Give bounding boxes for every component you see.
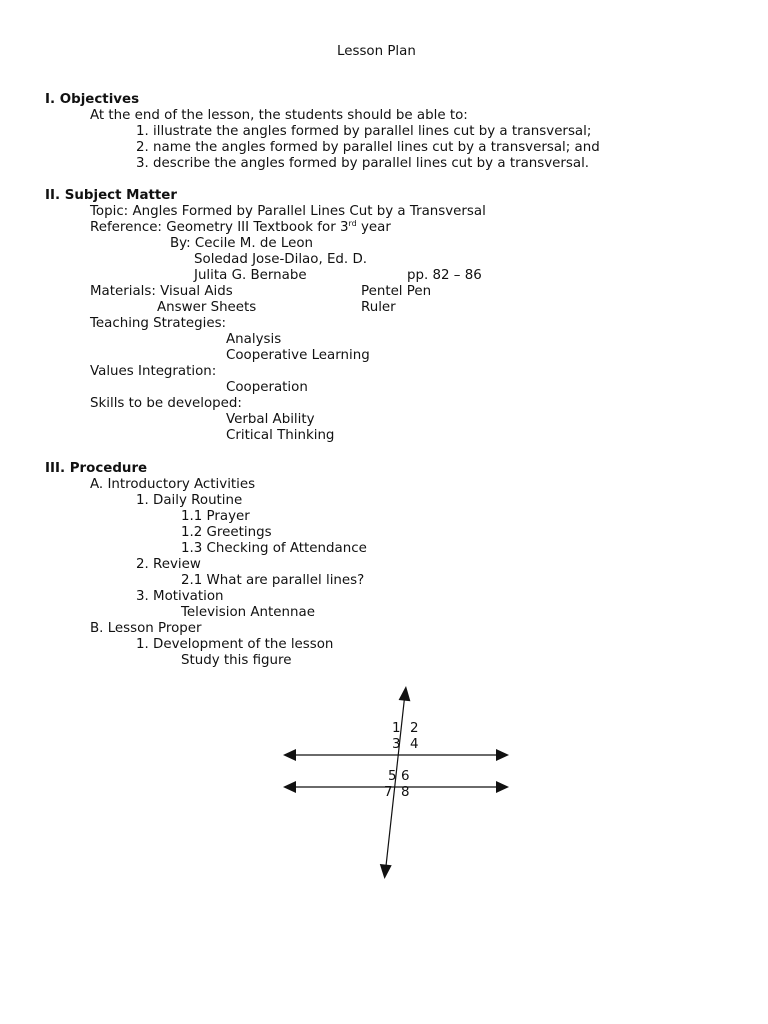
objectives-intro: At the end of the lesson, the students should be able to:	[90, 108, 468, 123]
subject-matter-heading: II. Subject Matter	[45, 188, 177, 203]
angle-label-4: 4	[410, 737, 419, 752]
arrowhead-transversal-bottom	[380, 864, 392, 879]
introductory-activities: A. Introductory Activities	[90, 477, 256, 492]
skills-item-verbal: Verbal Ability	[226, 412, 315, 427]
arrowhead-upper-left	[283, 749, 296, 761]
objective-item-2: 2. name the angles formed by parallel lines cut by a transversal; and	[136, 140, 600, 155]
materials-label: Materials: Visual Aids	[90, 284, 233, 299]
review: 2. Review	[136, 557, 201, 572]
reference-superscript: rd	[348, 219, 357, 228]
arrowhead-lower-right	[496, 781, 509, 793]
angle-label-1: 1	[392, 721, 401, 736]
angle-label-6: 6	[401, 769, 410, 784]
values-integration-label: Values Integration:	[90, 364, 217, 379]
teaching-strategies-label: Teaching Strategies:	[90, 316, 227, 331]
author-1: By: Cecile M. de Leon	[170, 236, 313, 251]
routine-prayer: 1.1 Prayer	[181, 509, 250, 524]
development-of-lesson: 1. Development of the lesson	[136, 637, 334, 652]
reference-pages: pp. 82 – 86	[407, 268, 482, 283]
study-figure: Study this figure	[181, 653, 292, 668]
objective-item-1: 1. illustrate the angles formed by parallel lines cut by a transversal;	[136, 124, 592, 139]
routine-attendance: 1.3 Checking of Attendance	[181, 541, 367, 556]
routine-greetings: 1.2 Greetings	[181, 525, 272, 540]
material-pentel-pen: Pentel Pen	[361, 284, 432, 299]
angle-label-3: 3	[392, 737, 401, 752]
material-answer-sheets: Answer Sheets	[157, 300, 257, 315]
lesson-proper: B. Lesson Proper	[90, 621, 202, 636]
page-title: Lesson Plan	[337, 44, 416, 59]
objective-item-3: 3. describe the angles formed by parallel lines cut by a transversal.	[136, 156, 590, 171]
procedure-heading: III. Procedure	[45, 461, 148, 476]
angle-label-8: 8	[401, 785, 410, 800]
reference-suffix: year	[356, 220, 391, 235]
teaching-item-analysis: Analysis	[226, 332, 282, 347]
material-ruler: Ruler	[361, 300, 396, 315]
skills-item-critical: Critical Thinking	[226, 428, 335, 443]
angle-label-2: 2	[410, 721, 419, 736]
values-item-cooperation: Cooperation	[226, 380, 308, 395]
arrowhead-lower-left	[283, 781, 296, 793]
angle-label-7: 7	[384, 785, 393, 800]
motivation: 3. Motivation	[136, 589, 224, 604]
motivation-item: Television Antennae	[181, 605, 315, 620]
author-3: Julita G. Bernabe	[194, 268, 307, 283]
angle-label-5: 5	[388, 769, 397, 784]
reference-prefix: Reference: Geometry III Textbook for 3	[90, 220, 349, 235]
author-2: Soledad Jose-Dilao, Ed. D.	[194, 252, 368, 267]
arrowhead-transversal-top	[399, 686, 411, 701]
daily-routine: 1. Daily Routine	[136, 493, 243, 508]
review-question: 2.1 What are parallel lines?	[181, 573, 365, 588]
skills-label: Skills to be developed:	[90, 396, 242, 411]
objectives-heading: I. Objectives	[45, 92, 140, 107]
arrowhead-upper-right	[496, 749, 509, 761]
teaching-item-cooperative: Cooperative Learning	[226, 348, 370, 363]
topic-line: Topic: Angles Formed by Parallel Lines Cut by a Transversal	[90, 204, 486, 219]
